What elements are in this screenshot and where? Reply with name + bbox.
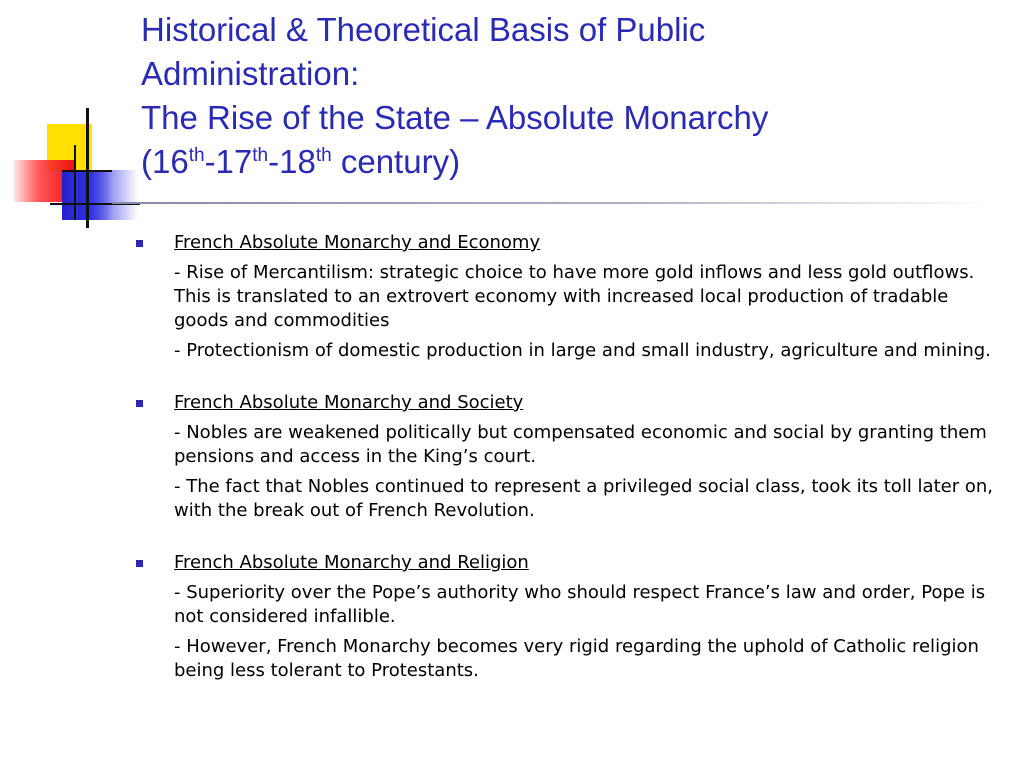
- section-paragraph: - Nobles are weakened politically but compensated economic and social by granting them pensions and access in the King’s court.: [174, 422, 987, 467]
- section-paragraph: - The fact that Nobles continued to represent a privileged social class, took its toll later on, with the break out of French Revolution.: [174, 476, 993, 521]
- title-sup-th-1: th: [188, 145, 205, 166]
- slide-body: [136, 231, 998, 711]
- title-line-3: The Rise of the State – Absolute Monarchy: [141, 99, 769, 136]
- slide-title: [141, 8, 1001, 184]
- section-heading: French Absolute Monarchy and Religion: [174, 552, 529, 573]
- vertical-line-short: [74, 145, 76, 220]
- title-line-1: Historical & Theoretical Basis of Public: [141, 11, 706, 48]
- section-paragraph: - Superiority over the Pope’s authority who should respect France’s law and order, Pope is not considered infallible.: [174, 582, 986, 627]
- bullet-section-economy: [136, 231, 998, 363]
- bullet-square-icon: [136, 240, 143, 247]
- section-heading: French Absolute Monarchy and Economy: [174, 232, 541, 253]
- title-divider: [112, 202, 992, 204]
- title-sup-th-2: th: [252, 145, 269, 166]
- section-paragraph: - Rise of Mercantilism: strategic choice to have more gold inflows and less gold outflows. This is translated to an extrovert economy with increased local production of tradable goods and commodities: [174, 262, 975, 331]
- horizontal-line-short: [62, 170, 112, 172]
- title-century-17: -17: [204, 143, 253, 180]
- bullet-square-icon: [136, 560, 143, 567]
- title-century-18: -18: [268, 143, 316, 180]
- decorative-logo-graphic: [0, 0, 140, 230]
- title-line-2: Administration:: [141, 55, 360, 92]
- bullet-section-religion: [136, 551, 998, 683]
- section-paragraph: - However, French Monarchy becomes very rigid regarding the uphold of Catholic religion being less tolerant to Protestants.: [174, 636, 979, 681]
- section-paragraph: - Protectionism of domestic production in large and small industry, agriculture and mining.: [174, 340, 991, 361]
- title-century-16: (16: [141, 143, 189, 180]
- bullet-square-icon: [136, 400, 143, 407]
- vertical-line: [86, 108, 89, 228]
- title-century-word: century): [331, 143, 461, 180]
- bullet-section-society: [136, 391, 998, 523]
- section-heading: French Absolute Monarchy and Society: [174, 392, 524, 413]
- title-line-4: [141, 143, 460, 180]
- title-sup-th-3: th: [315, 145, 332, 166]
